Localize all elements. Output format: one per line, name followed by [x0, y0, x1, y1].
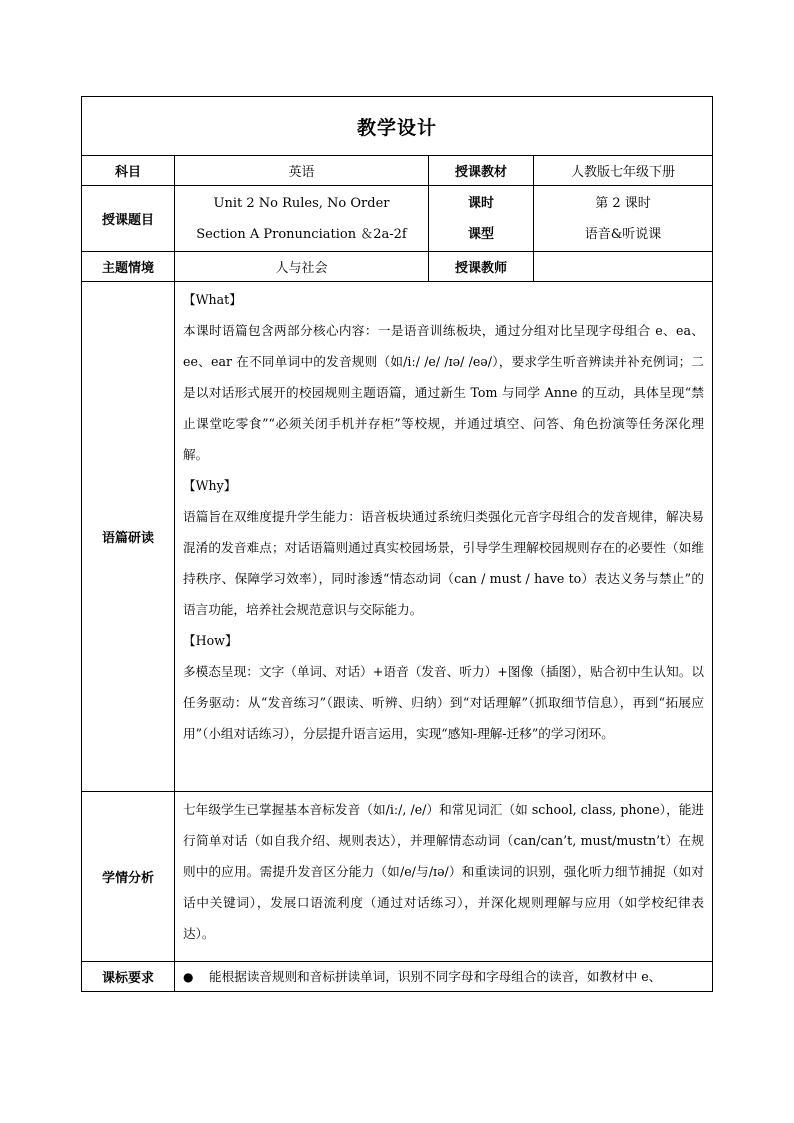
theme-value: 人与社会 — [175, 252, 429, 282]
type-label: 课型 — [467, 226, 494, 242]
text-study-label: 语篇研读 — [82, 282, 175, 792]
teacher-label: 授课教师 — [429, 252, 534, 282]
topic-value — [175, 186, 429, 252]
how-text: 多模态呈现：文字（单词、对话）+语音（发音、听力）+图像（插图），贴合初中生认知。以任务驱动：从“发音练习”（跟读、听辨、归纳）到“对话理解”（抓取细节信息），再到“拓展应用”（小组对话练习），分层提升语言运用，实现“感知-理解-迁移”的学习闭环。 — [183, 664, 705, 741]
type-value: 语音&听说课 — [584, 226, 662, 242]
how-heading: 【How】 — [183, 633, 238, 648]
teacher-value — [534, 252, 713, 282]
curriculum-label: 课标要求 — [82, 962, 175, 992]
learner-analysis-label: 学情分析 — [82, 792, 175, 962]
material-label: 授课教材 — [429, 156, 534, 186]
subject-label: 科目 — [82, 156, 175, 186]
why-heading: 【Why】 — [183, 478, 237, 493]
topic-line-1: Unit 2 No Rules, No Order — [213, 195, 390, 211]
period-label: 课时 — [467, 195, 494, 211]
lesson-plan-table — [81, 96, 713, 992]
page-title: 教学设计 — [82, 97, 713, 156]
curriculum-item — [183, 963, 704, 991]
period-value: 第 2 课时 — [595, 195, 651, 211]
what-heading: 【What】 — [183, 292, 242, 307]
why-text: 语篇旨在双维度提升学生能力：语音板块通过系统归类强化元音字母组合的发音规律，解决易混淆的发音难点；对话语篇则通过真实校园场景，引导学生理解校园规则存在的必要性（如维持秩序、保障学习效率），同时渗透“情态动词（can / must / have to）表达义务与禁止”的语言功能，培养社会规范意识与交际能力。 — [183, 509, 705, 617]
what-text: 本课时语篇包含两部分核心内容：一是语音训练板块，通过分组对比呈现字母组合 e、ea、ee、ear 在不同单词中的发音规则（如/iː/ /e/ /ɪə/ /eə/），要求学生听音辨读并补充例词；二是以对话形式展开的校园规则主题语篇，通过新生 Tom 与同学 Anne 的互动，具体呈现“禁止课堂吃零食”“必须关闭手机并存柜”等校规，并通过填空、问答、角色扮演等任务深化理解。 — [183, 323, 705, 462]
topic-line-2: Section A Pronunciation ＆2a-2f — [196, 226, 407, 242]
learner-analysis-content — [175, 792, 713, 962]
material-value: 人教版七年级下册 — [534, 156, 713, 186]
bullet-icon: ● — [183, 969, 194, 984]
subject-value: 英语 — [175, 156, 429, 186]
curriculum-content — [175, 962, 713, 992]
curriculum-text: 能根据读音规则和音标拼读单词，识别不同字母和字母组合的读音，如教材中 e、 — [209, 968, 662, 984]
period-type-values — [534, 186, 713, 252]
text-study-content — [175, 282, 713, 792]
learner-analysis-text: 七年级学生已掌握基本音标发音（如/iː/, /e/）和常见词汇（如 school, class, phone），能进行简单对话（如自我介绍、规则表达），并理解情态动词（can/can’t, must/mustn’t）在规则中的应用。需提升发音区分能力（如/e/与/ɪə/）和重读词的识别，强化听力细节捕捉（如对话中关键词），发展口语流利度（通过对话练习），并深化规则理解与应用（如学校纪律表达）。 — [183, 802, 705, 941]
period-type-labels — [429, 186, 534, 252]
topic-label: 授课题目 — [82, 186, 175, 252]
theme-label: 主题情境 — [82, 252, 175, 282]
